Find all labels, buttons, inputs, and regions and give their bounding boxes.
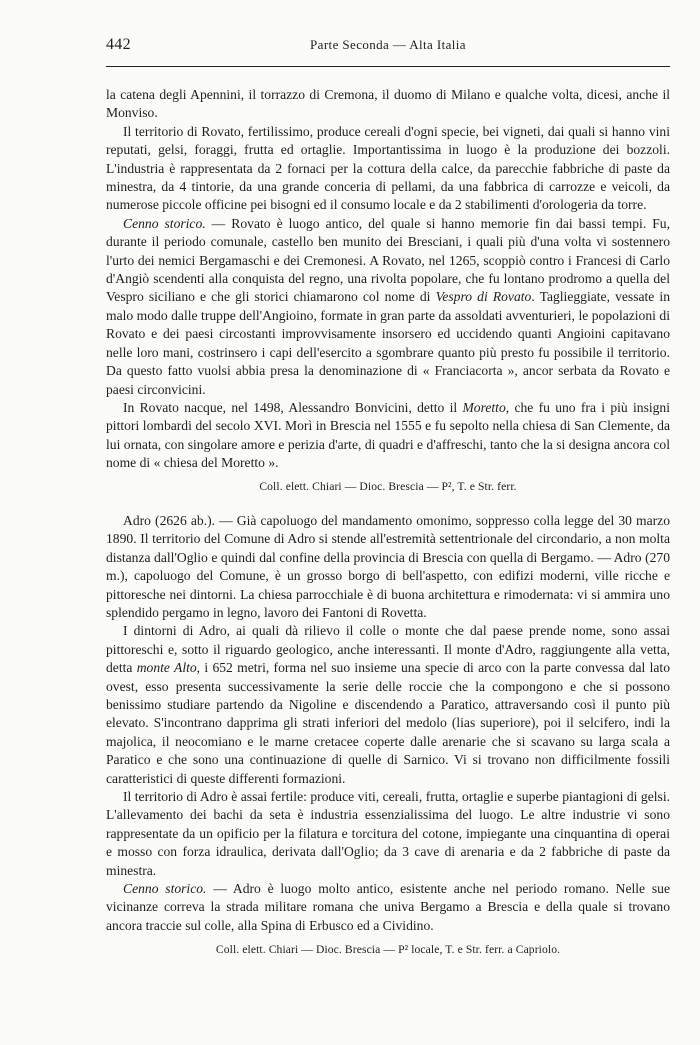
adro-history-heading: Cenno storico.: [123, 881, 207, 897]
rovato-paragraph-1: la catena degli Apennini, il torrazzo di Cremona, il duomo di Milano e qualche volta, dicesi, anche il Monviso.: [106, 87, 670, 121]
rovato-paragraph-2: Il territorio di Rovato, fertilissimo, produce cereali d'ogni specie, bei vigneti, dai quali si hanno vini reputati, gelsi, foraggi, frutta ed ortaglie. Importantissima in luogo è la produzione dei bozzoli. L'industria è rappresentata da 2 fornaci per la cottura della calce, da parecchie fabbriche di paste da minestra, da 4 tintorie, da una grande conceria di pellami, da una fabbrica di carrozze e veicoli, da numerose piccole officine pei bisogni ed il consumo locale e da 2 stabilimenti d'orologeria da torre.: [106, 123, 670, 213]
adro-surroundings-paragraph: [106, 622, 670, 788]
moretto-text-a: In Rovato nacque, nel 1498, Alessandro Bonvicini, detto il: [123, 399, 463, 415]
running-title: Parte Seconda — Alta Italia: [310, 37, 466, 52]
page-body: [106, 86, 670, 960]
adro-history-text: — Adro è luogo molto antico, esistente anche nel periodo romano. Nelle sue vicinanze correva la strada militare romana che univa Bergamo a Brescia e della quale si trovano ancora traccie sul colle, alla Spina di Erbusco ed a Cividino.: [106, 881, 670, 933]
adro-surroundings-text-b: , i 652 metri, forma nel suo insieme una specie di arco con la parte convessa dal lato ovest, esso presenta successivamente la serie delle roccie che la compongono e che si possono benissimo studiare partendo da Nigoline e discendendo a Paratico, attraversando così il punto più elevato. S'incontrano dapprima gli strati inferiori del medolo (lias superiore), poi il selcifero, indi la majolica, il neocomiano e le marne cretacee coperte dalle arenarie che si scavano su larga scala a Paratico e che sono una continuazione di quelle di Sarnico. Vi si trovano non difficilmente fossili caratteristici di queste differenti formazioni.: [106, 660, 670, 786]
moretto-text-b: , che fu uno fra i più insigni pittori lombardi del secolo XVI. Morì in Brescia nel 1555 e fu sepolto nella chiesa di San Clemente, da lui ornata, con singolare amore e perizia d'arte, di quadri e d'affreschi, tanto che la si designa ancora col nome di « chiesa del Moretto ».: [106, 399, 671, 471]
adro-reference-line: Coll. elett. Chiari — Dioc. Brescia — P² locale, T. e Str. ferr. a Capriolo.: [215, 943, 561, 957]
moretto-name: Moretto: [462, 399, 506, 415]
adro-surroundings-text-a: I dintorni di Adro, ai quali dà rilievo il colle o monte che dal paese prende nome, sono assai pittoreschi e, sotto il riguardo geologico, anche interessanti. Il monte d'Adro, raggiungente alla vetta, detta: [106, 623, 670, 676]
header-rule: [106, 66, 670, 67]
rovato-history-paragraph: [106, 215, 670, 399]
rovato-history-text-a: — Rovato è luogo antico, del quale si hanno memorie fin dai bassi tempi. Fu, durante il periodo comunale, castello ben munito dei Bresciani, i quali più d'una volta vi sostennero l'urto dei nemici Bergamaschi e dei Cremonesi. A Rovato, nel 1265, scoppiò contro i Francesi di Carlo d'Angiò scendenti alla conquista del regno, una rivolta popolare, che fu lontano prodromo a quella del Vespro siciliano e che gli storici chiamarono col nome di: [106, 215, 670, 305]
page-number: 442: [106, 36, 131, 53]
rovato-reference-line: Coll. elett. Chiari — Dioc. Brescia — P², T. e Str. ferr.: [259, 479, 517, 493]
rovato-moretto-paragraph: [106, 399, 670, 473]
rovato-history-text-b: . Taglieggiate, vessate in malo modo dalle truppe dell'Angioino, formate in gran parte da assoldati avventurieri, le popolazioni di Rovato e dei paesi circostanti improvvisamente insorsero ed uccidendo quanti Angioini capitavano nelle loro mani, costrinsero i capi dell'esercito a sgombrare quanto più presto fu possibile il territorio. Da questo fatto vuolsi abbia presa la denominazione di « Franciacorta », ancor serbata da Rovato e paesi circonvicini.: [106, 289, 671, 397]
history-heading: Cenno storico.: [123, 215, 206, 231]
adro-history-paragraph: [106, 880, 670, 935]
adro-territory-paragraph: Il territorio di Adro è assai fertile: produce viti, cereali, frutta, ortaglie e superbe piantagioni di gelsi. L'allevamento dei bachi da seta è industria essenzialissima del luogo. Le altre industrie vi sono rappresentate da un opificio per la filatura e torcitura del cotone, impiegante una cinquantina di operai e mosso con forza idraulica, derivata dall'Oglio; da 3 cave di arenaria e da 2 fabbriche di paste da minestra.: [106, 789, 670, 878]
vespro-di-rovato: Vespro di Rovato: [435, 289, 532, 305]
page-header: [106, 36, 670, 58]
adro-entry-title: Adro: [123, 512, 151, 528]
adro-paragraph-1: [106, 512, 670, 622]
adro-intro-text: (2626 ab.). — Già capoluogo del mandamento omonimo, soppresso colla legge del 30 marzo 1890. Il territorio del Comune di Adro si stende all'estremità settentrionale del circondario, a non molta distanza dall'Oglio e quindi dal confine della provincia di Brescia con quella di Bergamo. — Adro (270 m.), capoluogo del Comune, è un grosso borgo di bell'aspetto, con edifizi moderni, ville ricche e pittoresche nei dintorni. La chiesa parrocchiale è di buona architettura e rimodernata: vi si ammira uno splendido pergamo in legno, lavoro dei Fantoni di Rovetta.: [106, 512, 670, 620]
monte-alto: monte Alto: [136, 660, 197, 676]
